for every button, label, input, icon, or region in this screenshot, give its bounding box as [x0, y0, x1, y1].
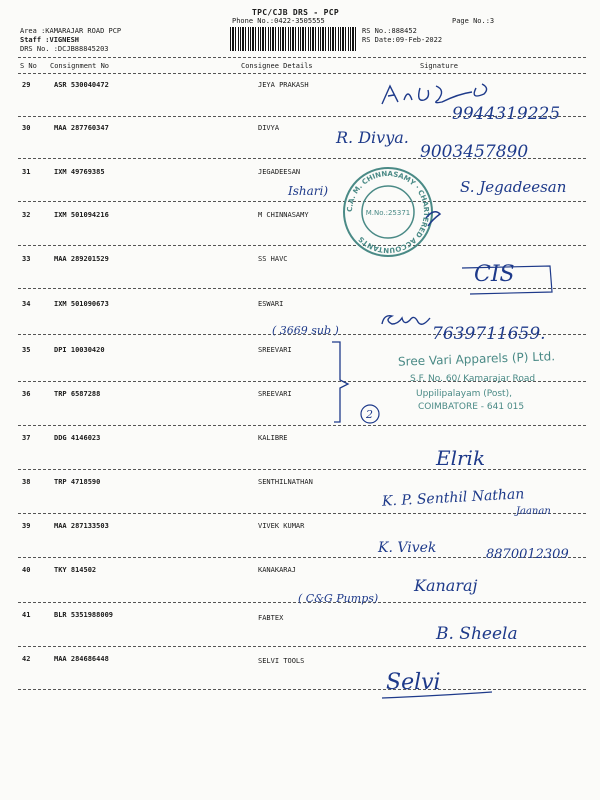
row-sno: 39 [22, 522, 31, 530]
row-consignee: ESWARI [258, 300, 284, 308]
handwritten-note: Jaanan [516, 506, 551, 517]
row-divider [18, 201, 586, 202]
header-divider-bottom [18, 73, 586, 74]
row-sno: 36 [22, 390, 31, 398]
row-consignee: SREEVARI [258, 346, 292, 354]
signature-box [460, 262, 560, 298]
row-consignment: BLR 5351988009 [54, 611, 114, 619]
row-consignee: SREEVARI [258, 390, 292, 398]
row-consignee: JEYA PRAKASH [258, 81, 309, 89]
handwritten-signature: Selvi [386, 670, 441, 695]
staff-label: Staff :VIGNESH [20, 36, 80, 44]
row-consignee: FABTEX [258, 614, 284, 622]
col-signature: Signature [420, 62, 458, 70]
bracket-mark [330, 340, 390, 430]
row-consignee: SELVI TOOLS [258, 657, 305, 665]
company-stamp-city: COIMBATORE - 641 015 [418, 402, 525, 412]
handwritten-signature: B. Sheela [436, 624, 518, 644]
handwritten-signature: CIS [474, 262, 515, 287]
row-divider [18, 689, 586, 690]
handwritten-note: Ishari) [288, 184, 329, 198]
handwritten-signature: Elrik [436, 446, 486, 470]
row-divider [18, 646, 586, 647]
row-sno: 38 [22, 478, 31, 486]
ca-seal-center-text: M.No.:25371 [365, 209, 411, 217]
handwritten-name: R. Divya. [336, 128, 409, 147]
rs-date: RS Date:09-Feb-2022 [362, 36, 443, 44]
row-consignment: MAA 284686448 [54, 655, 109, 663]
document-title: TPC/CJB DRS - PCP [252, 8, 339, 17]
handwritten-note: ( 3669 sub ) [272, 324, 339, 337]
drs-number: DRS No. :DCJB88845203 [20, 45, 109, 53]
barcode [230, 27, 358, 51]
handwritten-phone: 9003457890 [420, 142, 529, 162]
col-consignee: Consignee Details [241, 62, 313, 70]
row-divider [18, 245, 586, 246]
handwritten-phone: 9944319225 [452, 104, 561, 124]
handwritten-signature: K. P. Senthil Nathan [381, 486, 525, 510]
row-sno: 31 [22, 168, 31, 176]
row-consignee: KALIBRE [258, 434, 288, 442]
row-consignment: IXM 49769385 [54, 168, 105, 176]
row-consignment: DDG 4146023 [54, 434, 101, 442]
row-consignment: MAA 289201529 [54, 255, 109, 263]
row-consignee: M CHINNASAMY [258, 211, 309, 219]
handwritten-signature: Kanaraj [414, 576, 478, 595]
row-consignee: VIVEK KUMAR [258, 522, 305, 530]
row-divider [18, 513, 586, 514]
row-sno: 42 [22, 655, 31, 663]
row-consignment: ASR 530040472 [54, 81, 109, 89]
rs-number: RS No.:888452 [362, 27, 417, 35]
row-consignee: DIVYA [258, 124, 280, 132]
row-divider [18, 425, 586, 426]
company-stamp-name: Sree Vari Apparels (P) Ltd. [397, 349, 556, 369]
row-consignee: SS HAVC [258, 255, 288, 263]
row-sno: 29 [22, 81, 31, 89]
col-sno: S No [20, 62, 37, 70]
row-divider [18, 469, 586, 470]
handwritten-signature: K. Vivek [378, 540, 437, 556]
phone-number: Phone No.:0422-3505555 [232, 17, 325, 25]
row-consignment: MAA 287760347 [54, 124, 109, 132]
handwritten-note: ( C&G Pumps) [298, 592, 379, 605]
row-consignee: SENTHILNATHAN [258, 478, 313, 486]
header-divider [18, 57, 586, 58]
row-consignee: KANAKARAJ [258, 566, 296, 574]
row-consignee: JEGADEESAN [258, 168, 301, 176]
row-consignment: TRP 4718590 [54, 478, 101, 486]
row-sno: 37 [22, 434, 31, 442]
row-sno: 35 [22, 346, 31, 354]
company-stamp-address: S.F. No. 60/ Kamarajar Road [410, 374, 536, 384]
signature-mark [378, 308, 438, 330]
row-sno: 32 [22, 211, 31, 219]
row-consignment: MAA 287133503 [54, 522, 109, 530]
row-consignment: IXM 501090673 [54, 300, 109, 308]
ca-seal-ring-text: C.A. M. CHINNASAMY · CHARTERED ACCOUNTANTS [345, 169, 431, 255]
handwritten-signature: S. Jegadeesan [460, 178, 567, 196]
row-consignment: DPI 10030420 [54, 346, 105, 354]
row-sno: 34 [22, 300, 31, 308]
row-consignment: IXM 501094216 [54, 211, 109, 219]
row-sno: 33 [22, 255, 31, 263]
handwritten-phone: 8870012309 [486, 547, 569, 562]
row-sno: 30 [22, 124, 31, 132]
col-consignment: Consignment No [50, 62, 110, 70]
row-sno: 41 [22, 611, 31, 619]
handwritten-phone: 7639711659. [432, 324, 546, 344]
area-label: Area :KAMARAJAR ROAD PCP [20, 27, 122, 35]
handwritten-count: 2 [366, 408, 373, 421]
ca-seal-stamp [340, 166, 436, 258]
company-stamp-locality: Uppilipalayam (Post), [416, 389, 512, 399]
page-number: Page No.:3 [452, 17, 495, 25]
row-sno: 40 [22, 566, 31, 574]
row-consignment: TKY 814502 [54, 566, 97, 574]
signature-underline [380, 690, 500, 704]
row-consignment: TRP 6587288 [54, 390, 101, 398]
